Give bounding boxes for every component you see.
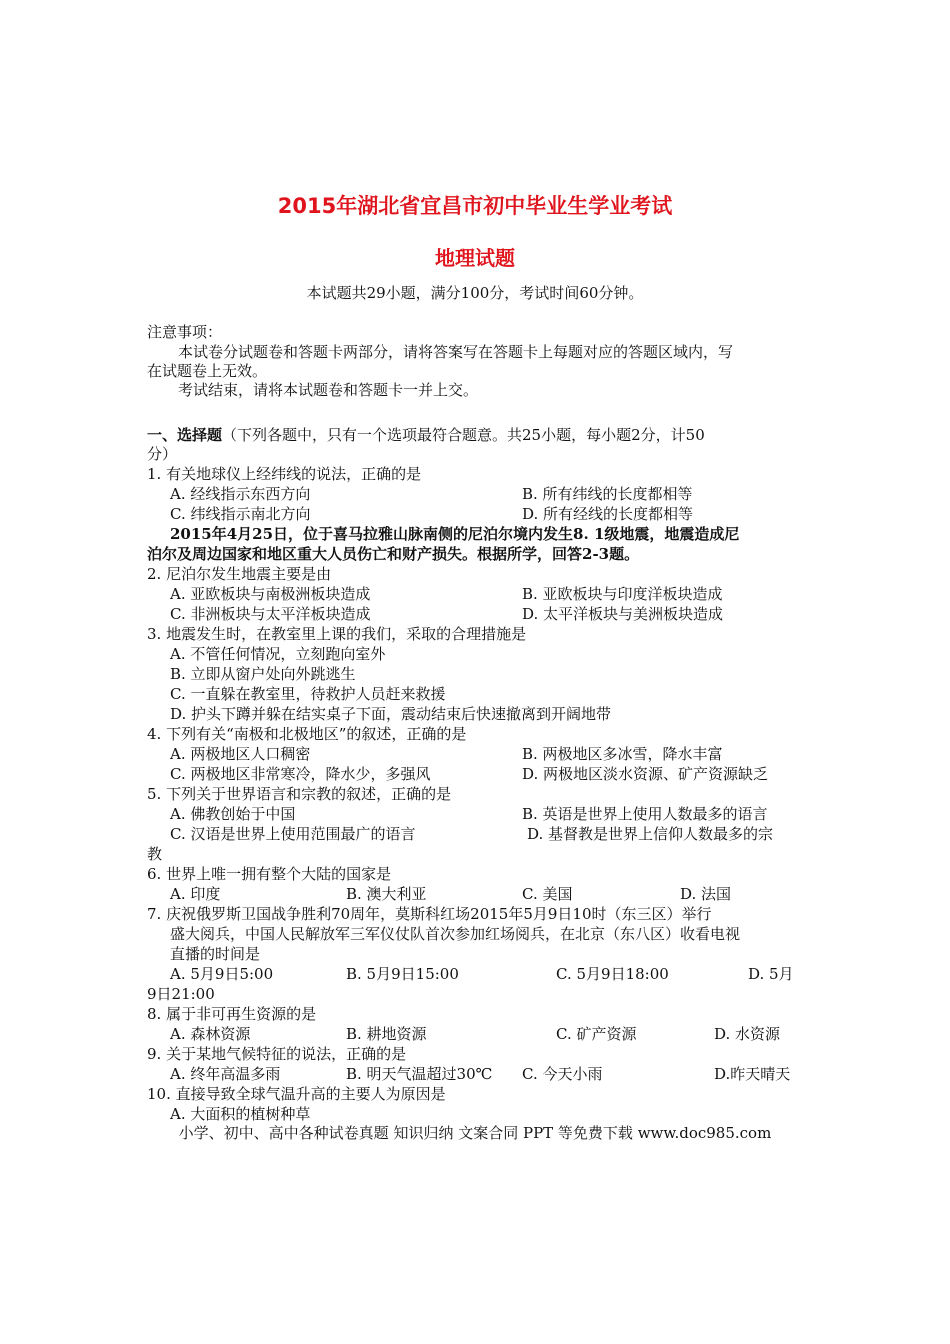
- section-heading-rest: （下列各题中，只有一个选项最符合题意。共25小题，每小题2分，计50: [222, 426, 705, 444]
- question-7: 7. 庆祝俄罗斯卫国战争胜利70周年，莫斯科红场2015年5月9日10时（东三区）举行: [147, 905, 712, 923]
- section-heading: [147, 425, 705, 445]
- option: C. 一直躲在教室里，待救护人员赶来救援: [170, 685, 446, 703]
- option: C. 今天小雨: [522, 1065, 603, 1083]
- option: A. 印度: [170, 885, 221, 903]
- option: C. 美国: [522, 885, 573, 903]
- question-10: 10. 直接导致全球气温升高的主要人为原因是: [147, 1085, 446, 1103]
- question-4: 4. 下列有关“南极和北极地区”的叙述，正确的是: [147, 725, 467, 743]
- notes-line: 本试卷分试题卷和答题卡两部分，请将答案写在答题卡上每题对应的答题区域内，写: [178, 343, 734, 361]
- option: D. 基督教是世界上信仰人数最多的宗: [527, 825, 774, 843]
- passage-line: 2015年4月25日，位于喜马拉雅山脉南侧的尼泊尔境内发生8. 1级地震，地震造成尼: [170, 525, 740, 543]
- question-2: 2. 尼泊尔发生地震主要是由: [147, 565, 332, 583]
- section-heading-bold: 一、选择题: [147, 426, 223, 444]
- notes-heading: 注意事项：: [147, 323, 223, 341]
- option: C. 纬线指示南北方向: [170, 505, 311, 523]
- option: B. 两极地区多冰雪，降水丰富: [522, 745, 723, 763]
- option-cont: 教: [147, 845, 163, 863]
- option: B. 立即从窗户处向外跳逃生: [170, 665, 356, 683]
- option: C. 两极地区非常寒冷，降水少，多强风: [170, 765, 431, 783]
- option: B. 所有纬线的长度都相等: [522, 485, 693, 503]
- option: C. 矿产资源: [556, 1025, 637, 1043]
- option: D. 护头下蹲并躲在结实桌子下面，震动结束后快速撤离到开阔地带: [170, 705, 612, 723]
- exam-title: 2015年湖北省宜昌市初中毕业生学业考试: [277, 194, 673, 218]
- question-5: 5. 下列关于世界语言和宗教的叙述，正确的是: [147, 785, 452, 803]
- option: A. 终年高温多雨: [170, 1065, 281, 1083]
- option: A. 不管任何情况，立刻跑向室外: [170, 645, 386, 663]
- question-1: 1. 有关地球仪上经纬线的说法，正确的是: [147, 465, 422, 483]
- option: B. 明天气温超过30℃: [346, 1065, 493, 1083]
- question-7-cont: 直播的时间是: [170, 945, 261, 963]
- question-6: 6. 世界上唯一拥有整个大陆的国家是: [147, 865, 392, 883]
- option: C. 汉语是世界上使用范围最广的语言: [170, 825, 416, 843]
- option: B. 耕地资源: [346, 1025, 427, 1043]
- question-8: 8. 属于非可再生资源的是: [147, 1005, 317, 1023]
- option: A. 大面积的植树种草: [170, 1105, 311, 1123]
- option: D. 法国: [680, 885, 732, 903]
- question-9: 9. 关于某地气候特征的说法，正确的是: [147, 1045, 407, 1063]
- option: A. 亚欧板块与南极洲板块造成: [170, 585, 371, 603]
- option: C. 非洲板块与太平洋板块造成: [170, 605, 371, 623]
- notes-line: 在试题卷上无效。: [147, 362, 268, 380]
- section-heading-cont: 分）: [147, 445, 178, 463]
- page-footer: 小学、初中、高中各种试卷真题 知识归纳 文案合同 PPT 等免费下载 www.doc985.com: [178, 1124, 772, 1142]
- option: D. 两极地区淡水资源、矿产资源缺乏: [522, 765, 769, 783]
- exam-subtitle: 地理试题: [435, 246, 515, 270]
- option: D. 太平洋板块与美洲板块造成: [522, 605, 724, 623]
- passage-line: 泊尔及周边国家和地区重大人员伤亡和财产损失。根据所学，回答2-3题。: [147, 545, 640, 563]
- option: C. 5月9日18:00: [556, 965, 669, 983]
- option: A. 经线指示东西方向: [170, 485, 311, 503]
- option: D. 5月: [748, 965, 794, 983]
- option-cont: 9日21:00: [147, 985, 215, 1003]
- option: A. 5月9日5:00: [170, 965, 274, 983]
- option: D. 水资源: [714, 1025, 781, 1043]
- option: B. 5月9日15:00: [346, 965, 459, 983]
- notes-line: 考试结束，请将本试题卷和答题卡一并上交。: [178, 381, 479, 399]
- option: A. 森林资源: [170, 1025, 251, 1043]
- option: A. 佛教创始于中国: [170, 805, 296, 823]
- question-7-cont: 盛大阅兵，中国人民解放军三军仪仗队首次参加红场阅兵，在北京（东八区）收看电视: [170, 925, 741, 943]
- exam-intro: 本试题共29小题，满分100分，考试时间60分钟。: [306, 284, 644, 302]
- option: D.昨天晴天: [714, 1065, 791, 1083]
- question-3: 3. 地震发生时，在教室里上课的我们，采取的合理措施是: [147, 625, 527, 643]
- option: D. 所有经线的长度都相等: [522, 505, 694, 523]
- option: A. 两极地区人口稠密: [170, 745, 311, 763]
- option: B. 亚欧板块与印度洋板块造成: [522, 585, 723, 603]
- option: B. 英语是世界上使用人数最多的语言: [522, 805, 768, 823]
- option: B. 澳大利亚: [346, 885, 427, 903]
